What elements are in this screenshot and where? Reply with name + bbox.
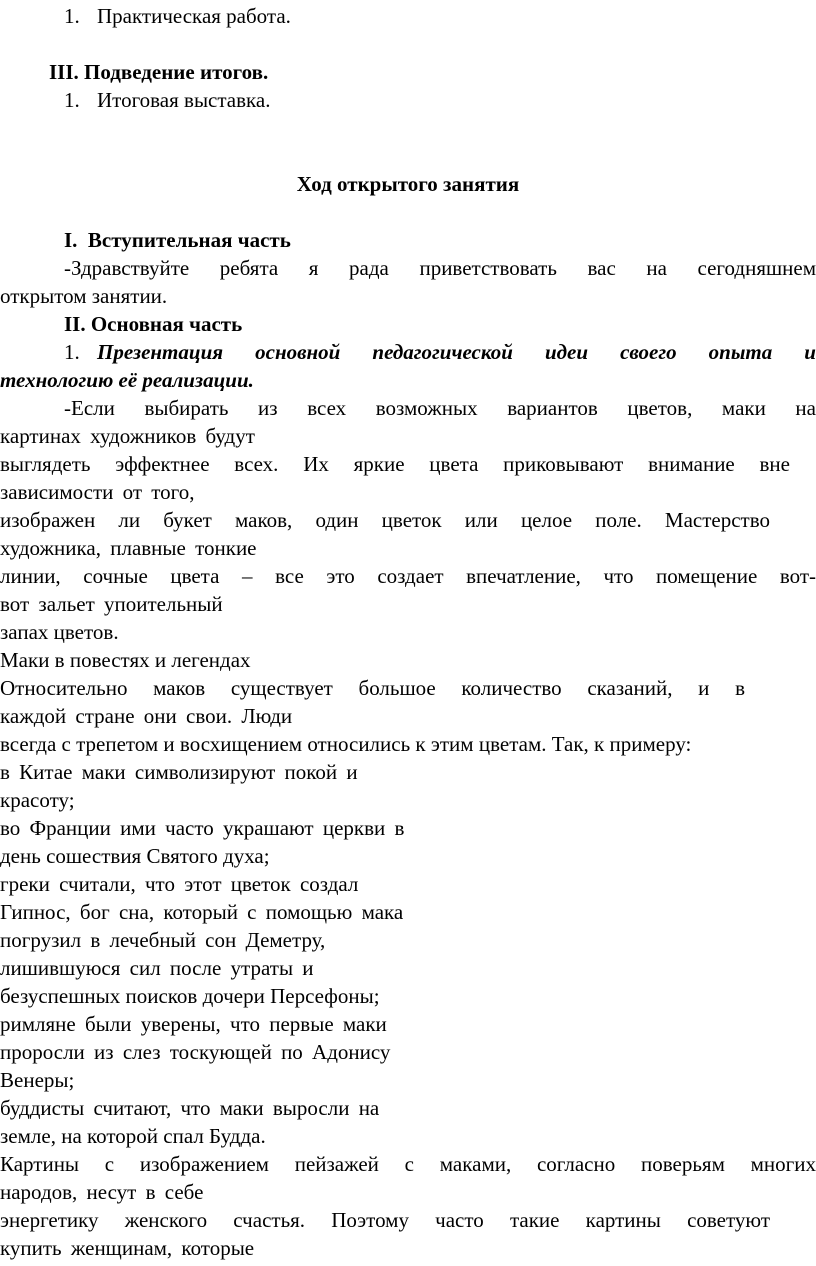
paragraph-line: безуспешных поисков дочери Персефоны; — [0, 984, 380, 1008]
paragraph-line: лишившуюся сил после утраты и — [0, 956, 314, 980]
paragraph-line: всегда с трепетом и восхищением относились к этим цветам. Так, к примеру: — [0, 732, 692, 756]
paragraph-line: Относительно маков существует большое количество сказаний, и в — [0, 676, 745, 700]
list-number: 1. — [64, 340, 80, 364]
paragraph-line: запах цветов. — [0, 620, 119, 644]
section-heading-summary: III. Подведение итогов. — [49, 60, 269, 84]
section-heading-intro: I. Вступительная часть — [64, 228, 291, 252]
paragraph-line: энергетику женского счастья. Поэтому часто такие картины советуют — [0, 1208, 770, 1232]
paragraph-line: римляне были уверены, что первые маки — [0, 1012, 387, 1036]
paragraph-line: открытом занятии. — [0, 284, 168, 308]
paragraph-line: красоту; — [0, 788, 75, 812]
presentation-title-line: Презентация основной педагогической идеи своего опыта и — [97, 340, 816, 364]
paragraph-line: день сошествия Святого духа; — [0, 844, 270, 868]
plan-item — [64, 2, 291, 30]
paragraph-line: народов, несут в себе — [0, 1180, 204, 1204]
paragraph-line: погрузил в лечебный сон Деметру, — [0, 928, 326, 952]
paragraph-line: Картины с изображением пейзажей с маками, согласно поверьям многих — [0, 1152, 816, 1176]
presentation-heading — [64, 338, 816, 366]
paragraph-line: Гипнос, бог сна, который с помощью мака — [0, 900, 404, 924]
paragraph-line: земле, на которой спал Будда. — [0, 1124, 266, 1148]
paragraph-line: в Китае маки символизируют покой и — [0, 760, 358, 784]
paragraph-line: во Франции ими часто украшают церкви в — [0, 816, 405, 840]
list-number: 1. — [64, 88, 80, 112]
paragraph-line: художника, плавные тонкие — [0, 536, 257, 560]
paragraph-line: изображен ли букет маков, один цветок или целое поле. Мастерство — [0, 508, 770, 532]
paragraph-line: линии, сочные цвета – все это создает впечатление, что помещение вот- — [0, 564, 816, 588]
paragraph-line: -Здравствуйте ребята я рада приветствовать вас на сегодняшнем — [64, 256, 816, 280]
paragraph-line: буддисты считают, что маки выросли на — [0, 1096, 380, 1120]
plan-item-text: Итоговая выставка. — [97, 88, 271, 112]
paragraph-line: купить женщинам, которые — [0, 1236, 255, 1260]
presentation-title-line: технологию её реализации. — [0, 368, 254, 392]
paragraph-line: Маки в повестях и легендах — [0, 648, 251, 672]
list-number: 1. — [64, 4, 80, 28]
paragraph-line: зависимости от того, — [0, 480, 195, 504]
paragraph-line: греки считали, что этот цветок создал — [0, 872, 359, 896]
page-title: Ход открытого занятия — [296, 172, 520, 196]
paragraph-line: проросли из слез тоскующей по Адонису — [0, 1040, 391, 1064]
paragraph-line: выглядеть эффектнее всех. Их яркие цвета приковывают внимание вне — [0, 452, 790, 476]
paragraph-line: Венеры; — [0, 1068, 75, 1092]
paragraph-line: -Если выбирать из всех возможных вариантов цветов, маки на — [64, 396, 816, 420]
paragraph-line: картинах художников будут — [0, 424, 255, 448]
plan-item-text: Практическая работа. — [97, 4, 291, 28]
section-heading-main: II. Основная часть — [64, 312, 243, 336]
paragraph-line: каждой стране они свои. Люди — [0, 704, 293, 728]
plan-item — [64, 86, 271, 114]
paragraph-line: вот зальет упоительный — [0, 592, 223, 616]
